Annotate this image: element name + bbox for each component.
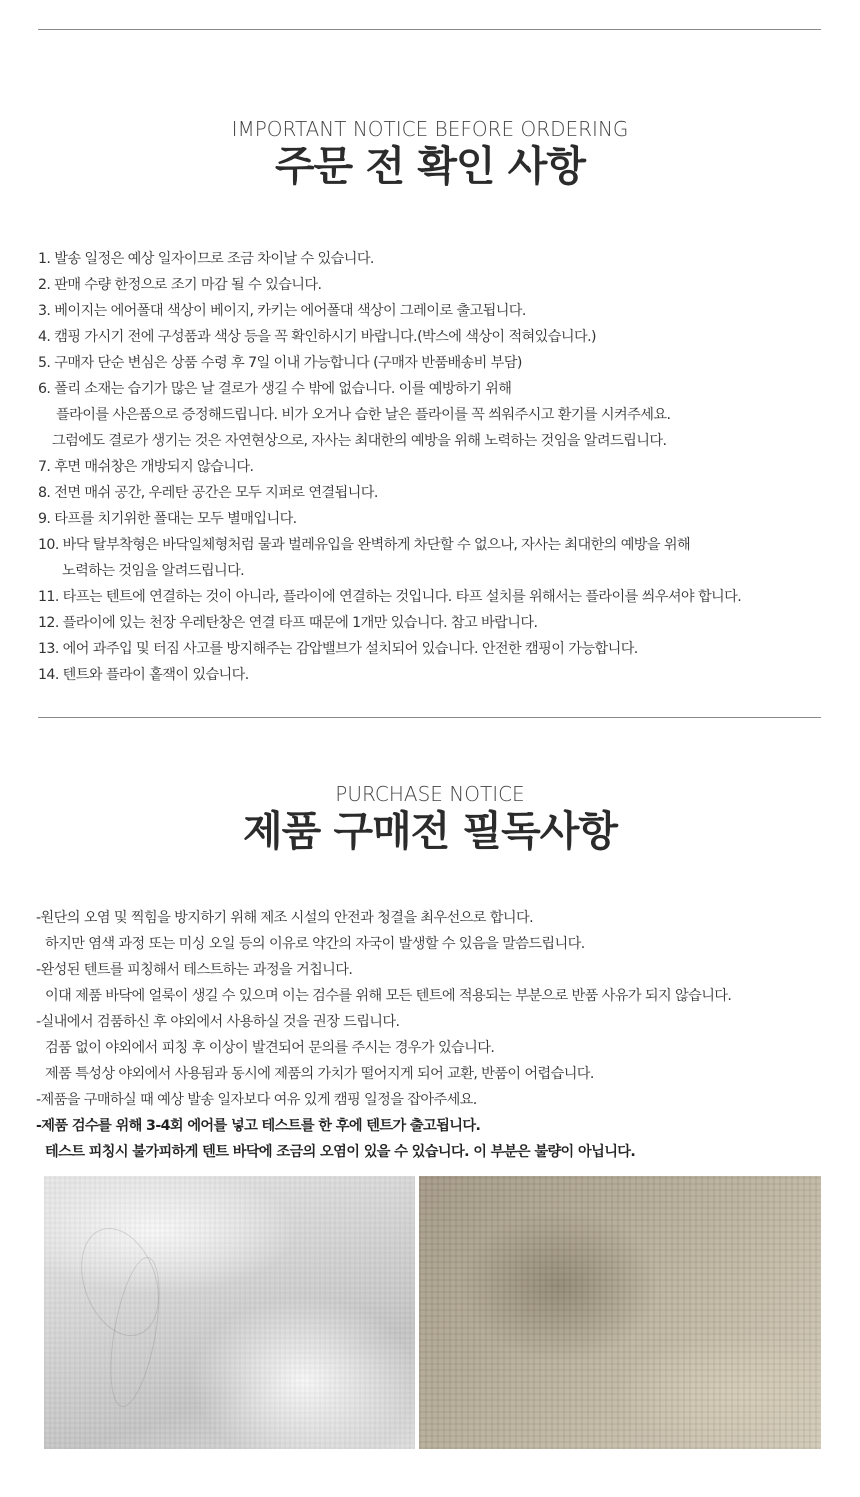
list-item: 이대 제품 바닥에 얼룩이 생길 수 있으며 이는 검수를 위해 모든 텐트에 적용되는 부분으로 반품 사유가 되지 않습니다. [45,988,732,1004]
list-item: 하지만 염색 과정 또는 미싱 오일 등의 이유로 약간의 자국이 발생할 수 있음을 말씀드립니다. [45,936,585,952]
purchase-title-ko: 제품 구매전 필독사항 [242,807,617,855]
list-item: -완성된 텐트를 피칭해서 테스트하는 과정을 거칩니다. [36,962,353,978]
list-item: 4. 캠핑 가시기 전에 구성품과 색상 등을 꼭 확인하시기 바랍니다.(박스에 색상이 적혀있습니다.) [38,329,596,345]
top-divider [38,29,821,30]
list-item: 1. 발송 일정은 예상 일자이므로 조금 차이날 수 있습니다. [38,251,374,267]
notice-header [0,117,860,191]
middle-divider [38,717,821,718]
purchase-title-en: PURCHASE NOTICE [335,782,525,806]
list-item: 3. 베이지는 에어폴대 색상이 베이지, 카키는 에어폴대 색상이 그레이로 출고됩니다. [38,303,526,319]
fabric-stain-photo-beige [419,1176,821,1449]
list-item: -제품을 구매하실 때 예상 발송 일자보다 여유 있게 캠핑 일정을 잡아주세요. [36,1092,477,1108]
list-item: 5. 구매자 단순 변심은 상품 수령 후 7일 이내 가능합니다 (구매자 반품배송비 부담) [38,355,522,371]
list-item: 검품 없이 야외에서 피칭 후 이상이 발견되어 문의를 주시는 경우가 있습니다. [45,1040,495,1056]
notice-title-en: IMPORTANT NOTICE BEFORE ORDERING [231,117,629,141]
purchase-header [0,782,860,856]
list-item: 2. 판매 수량 한정으로 조기 마감 될 수 있습니다. [38,277,322,293]
list-item: 9. 타프를 치기위한 폴대는 모두 별매입니다. [38,511,297,527]
list-item: 12. 플라이에 있는 천장 우레탄창은 연결 타프 때문에 1개만 있습니다. 참고 바랍니다. [38,615,538,631]
notice-title-ko: 주문 전 확인 사항 [274,142,586,190]
notice-list [38,246,838,688]
list-item: -제품 검수를 위해 3-4회 에어를 넣고 테스트를 한 후에 텐트가 출고됩니다. [36,1118,481,1134]
list-item: 10. 바닥 탈부착형은 바닥일체형처럼 물과 벌레유입을 완벽하게 차단할 수 없으나, 자사는 최대한의 예방을 위해 노력하는 것임을 알려드립니다. [38,537,691,579]
list-item: -실내에서 검품하신 후 야외에서 사용하실 것을 권장 드립니다. [36,1014,400,1030]
list-item: 제품 특성상 야외에서 사용됨과 동시에 제품의 가치가 떨어지게 되어 교환, 반품이 어렵습니다. [45,1066,594,1082]
list-item: 7. 후면 매쉬창은 개방되지 않습니다. [38,459,254,475]
fabric-stain-photo-white [44,1176,415,1449]
list-item: 테스트 피칭시 불가피하게 텐트 바닥에 조금의 오염이 있을 수 있습니다. 이 부분은 불량이 아닙니다. [45,1144,636,1160]
list-item: 6. 폴리 소재는 습기가 많은 날 결로가 생길 수 밖에 없습니다. 이를 예방하기 위해 플라이를 사은품으로 증정해드립니다. 비가 오거나 습한 날은 플라이를 꼭 씌워주시고 환기를 시켜주세요. 그럼에도 결로가 생기는 것은 자연현상으로, 자사는 최대한의 예방을 위해 노력하는 것임을 알려드립니다. [38,381,671,449]
list-item: 13. 에어 과주입 및 터짐 사고를 방지해주는 감압밸브가 설치되어 있습니다. 안전한 캠핑이 가능합니다. [38,641,638,657]
list-item: 14. 텐트와 플라이 홑잭이 있습니다. [38,667,249,683]
list-item: 11. 타프는 텐트에 연결하는 것이 아니라, 플라이에 연결하는 것입니다. 타프 설치를 위해서는 플라이를 씌우셔야 합니다. [38,589,742,605]
list-item: 8. 전면 매쉬 공간, 우레탄 공간은 모두 지퍼로 연결됩니다. [38,485,378,501]
list-item: -원단의 오염 및 찍힘을 방지하기 위해 제조 시설의 안전과 청결을 최우선으로 합니다. [36,910,534,926]
purchase-list [36,905,836,1165]
